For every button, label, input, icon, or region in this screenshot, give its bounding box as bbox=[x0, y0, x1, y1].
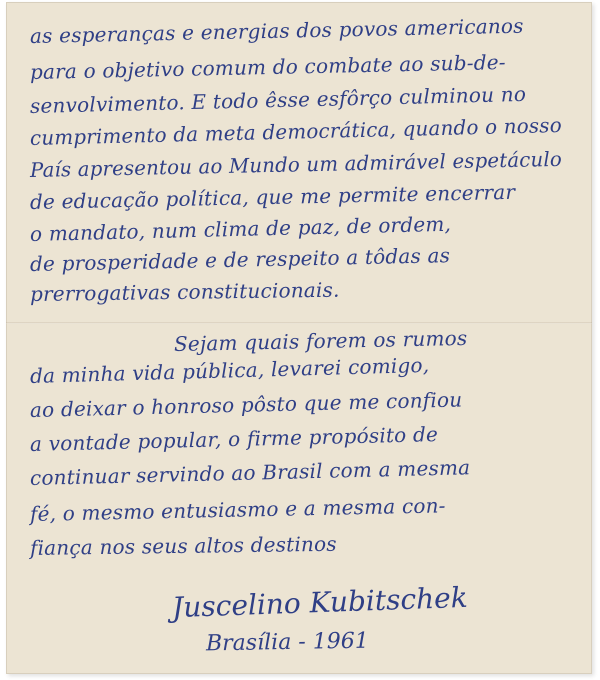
page-fold bbox=[6, 322, 592, 324]
letter-page bbox=[6, 2, 592, 674]
letter-line: da minha vida pública, levarei comigo, bbox=[29, 352, 430, 388]
letter-line: o mandato, num clima de paz, de ordem, bbox=[29, 211, 452, 246]
letter-line: de educação política, que me permite encerrar bbox=[29, 179, 516, 214]
letter-line: continuar servindo ao Brasil com a mesma bbox=[29, 455, 471, 490]
letter-line: ao deixar o honroso pôsto que me confiou bbox=[29, 387, 463, 422]
letter-line: País apresentou ao Mundo um admirável espetáculo bbox=[29, 146, 563, 182]
letter-line: cumprimento da meta democrática, quando o nosso bbox=[29, 113, 563, 150]
signature: Juscelino Kubitschek bbox=[171, 580, 469, 625]
letter-line: de prosperidade e de respeito a tôdas as bbox=[29, 243, 451, 276]
letter-line: fiança nos seus altos destinos bbox=[29, 531, 337, 560]
letter-line: prerrogativas constitucionais. bbox=[29, 277, 340, 306]
letter-line: as esperanças e energias dos povos americanos bbox=[29, 13, 524, 48]
letter-line: para o objetivo comum do combate ao sub-de- bbox=[29, 50, 506, 84]
letter-line: a vontade popular, o firme propósito de bbox=[29, 422, 439, 456]
place-date: Brasília - 1961 bbox=[205, 628, 369, 657]
letter-line: Sejam quais forem os rumos bbox=[173, 325, 468, 356]
letter-line: fé, o mesmo entusiasmo e a mesma con- bbox=[29, 493, 446, 526]
letter-line: senvolvimento. E todo êsse esfôrço culminou no bbox=[29, 81, 527, 118]
